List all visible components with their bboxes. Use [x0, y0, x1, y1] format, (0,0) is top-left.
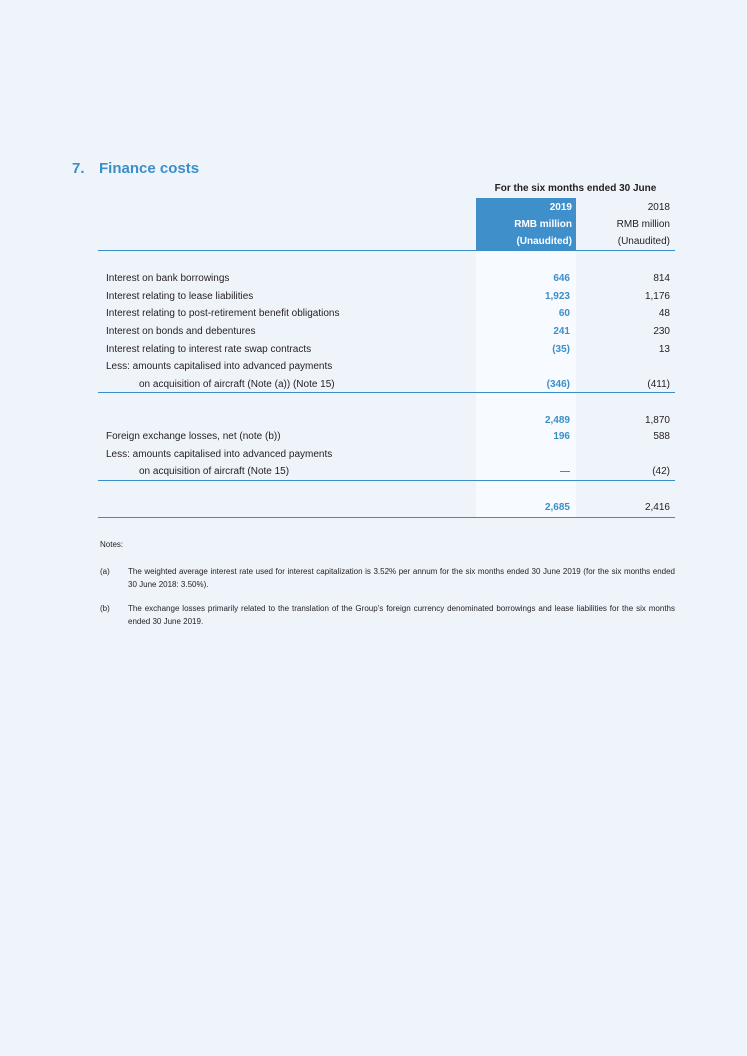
table-row [98, 412, 675, 429]
value-2019: 1,923 [544, 291, 570, 302]
section-title [72, 160, 199, 177]
value-2018: 814 [653, 273, 670, 284]
header-row-unit [476, 216, 675, 233]
note-text: The exchange losses primarily related to the translation of the Group’s foreign currency denominated borrowings and lease liabilities for the six months ended 30 June 2019. [128, 604, 675, 626]
note-item [100, 565, 675, 593]
value-2019: 2,489 [544, 415, 570, 426]
period-header: For the six months ended 30 June [494, 183, 657, 194]
table-row [98, 341, 675, 358]
subtotal-rule [98, 392, 675, 393]
value-2018: 13 [658, 344, 670, 355]
note-tag: (b) [100, 604, 110, 613]
row-label: Interest relating to interest rate swap contracts [106, 344, 312, 355]
note-item [100, 602, 675, 630]
value-2019: — [560, 466, 570, 477]
table-row [98, 288, 675, 305]
value-2019: 241 [553, 326, 570, 337]
value-2018: (411) [647, 379, 670, 390]
table-row [98, 305, 675, 322]
header-2018-status: (Unaudited) [617, 236, 670, 247]
row-label: Less: amounts capitalised into advanced payments [106, 361, 333, 372]
header-row-year [476, 199, 675, 216]
total-rule-top [98, 480, 675, 481]
table-row [98, 499, 675, 516]
value-2018: (42) [652, 466, 670, 477]
notes-title: Notes: [100, 540, 124, 549]
value-2018: 588 [653, 431, 670, 442]
row-label: Interest relating to lease liabilities [106, 291, 254, 302]
value-2018: 2,416 [644, 502, 670, 513]
value-2019: 196 [553, 431, 570, 442]
header-rule [98, 250, 675, 251]
section-title-text: Finance costs [99, 160, 200, 177]
value-2018: 1,176 [644, 291, 670, 302]
header-2018-unit: RMB million [616, 219, 670, 230]
table-row [98, 358, 675, 375]
value-2018: 48 [658, 308, 670, 319]
value-2019: (35) [552, 344, 570, 355]
value-2019: (346) [546, 379, 570, 390]
row-label: on acquisition of aircraft (Note (a)) (Note 15) [139, 379, 335, 390]
value-2019: 60 [558, 308, 570, 319]
value-2018: 230 [653, 326, 670, 337]
row-label: Foreign exchange losses, net (note (b)) [106, 431, 281, 442]
table-row [98, 446, 675, 463]
header-2019-year: 2019 [549, 202, 572, 213]
value-2019: 646 [553, 273, 570, 284]
header-row-status [476, 233, 675, 250]
table-row [98, 270, 675, 287]
header-2018-year: 2018 [647, 202, 670, 213]
table-row [98, 463, 675, 480]
value-2018: 1,870 [644, 415, 670, 426]
total-rule-bottom [98, 517, 675, 518]
header-2019-unit: RMB million [514, 219, 572, 230]
value-2019: 2,685 [544, 502, 570, 513]
note-text: The weighted average interest rate used for interest capitalization is 3.52% per annum for the six months ended 30 June 2019 (for the six months ended 30 June 2018: 3.50%). [128, 567, 675, 589]
row-label: Interest on bank borrowings [106, 273, 230, 284]
row-label: on acquisition of aircraft (Note 15) [139, 466, 290, 477]
header-2019-status: (Unaudited) [516, 236, 572, 247]
note-tag: (a) [100, 567, 110, 576]
row-label: Less: amounts capitalised into advanced payments [106, 449, 333, 460]
table-row [98, 376, 675, 393]
row-label: Interest on bonds and debentures [106, 326, 256, 337]
table-row [98, 323, 675, 340]
table-row [98, 428, 675, 445]
row-label: Interest relating to post-retirement benefit obligations [106, 308, 340, 319]
section-number: 7. [72, 160, 85, 177]
